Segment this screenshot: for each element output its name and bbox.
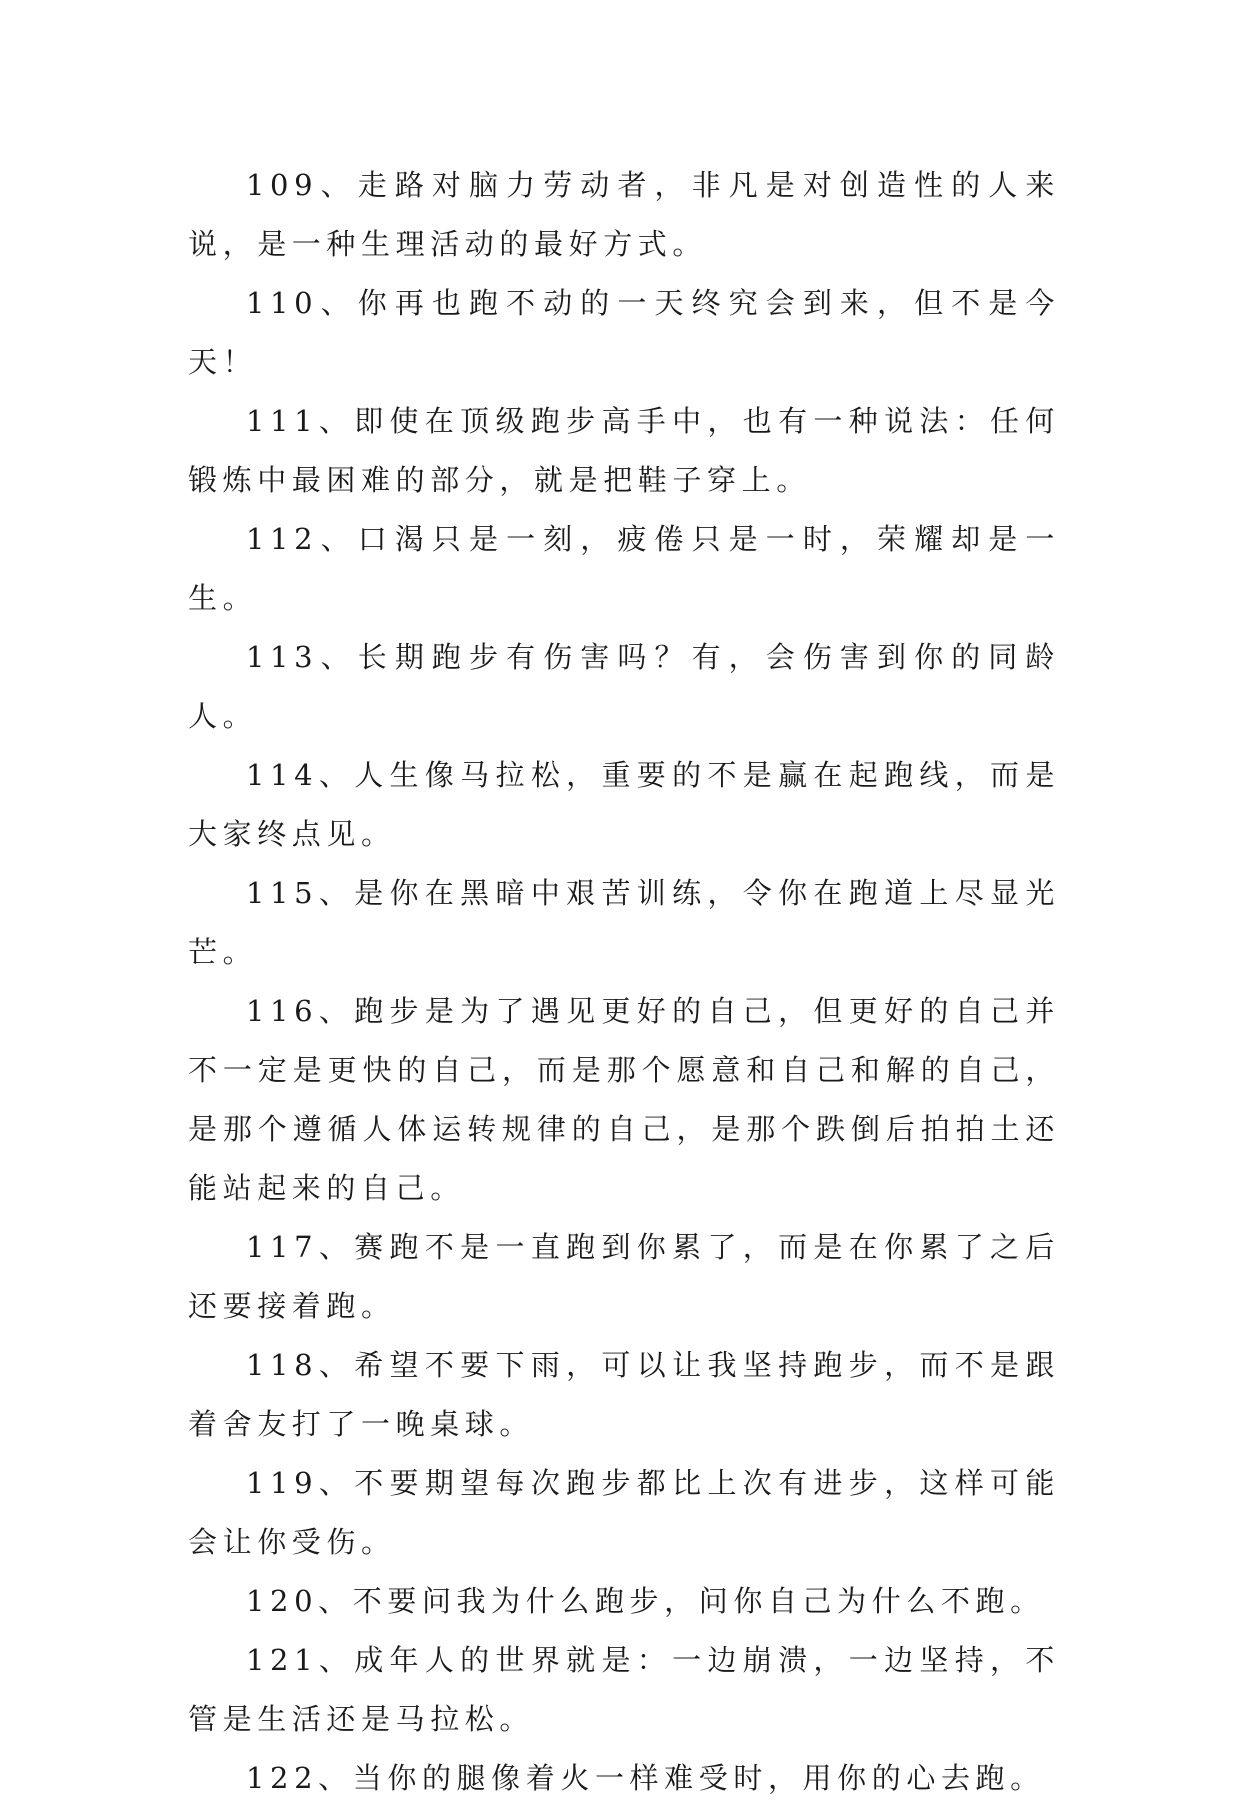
document-body [188,156,1060,1808]
paragraph-118: 118、希望不要下雨，可以让我坚持跑步，而不是跟着舍友打了一晚桌球。 [188,1348,1060,1441]
paragraph-113: 113、长期跑步有伤害吗？有，会伤害到你的同龄人。 [188,640,1060,733]
paragraph-112: 112、口渴只是一刻，疲倦只是一时，荣耀却是一生。 [188,522,1060,615]
paragraph-121: 121、成年人的世界就是：一边崩溃，一边坚持，不管是生活还是马拉松。 [188,1643,1060,1736]
paragraph-120: 120、不要问我为什么跑步，问你自己为什么不跑。 [246,1584,1045,1618]
paragraph-116: 116、跑步是为了遇见更好的自己，但更好的自己并不一定是更快的自己，而是那个愿意和自己和解的自己，是那个遵循人体运转规律的自己，是那个跌倒后拍拍土还能站起来的自己。 [188,994,1060,1205]
paragraph-119: 119、不要期望每次跑步都比上次有进步，这样可能会让你受伤。 [188,1466,1060,1559]
paragraph-111: 111、即使在顶级跑步高手中，也有一种说法：任何锻炼中最困难的部分，就是把鞋子穿上。 [188,404,1060,497]
paragraph-110: 110、你再也跑不动的一天终究会到来，但不是今天！ [188,286,1060,379]
paragraph-117: 117、赛跑不是一直跑到你累了，而是在你累了之后还要接着跑。 [188,1230,1060,1323]
paragraph-122: 122、当你的腿像着火一样难受时，用你的心去跑。 [246,1761,1045,1795]
paragraph-109: 109、走路对脑力劳动者，非凡是对创造性的人来说，是一种生理活动的最好方式。 [188,168,1060,261]
paragraph-115: 115、是你在黑暗中艰苦训练，令你在跑道上尽显光芒。 [188,876,1060,969]
paragraph-114: 114、人生像马拉松，重要的不是赢在起跑线，而是大家终点见。 [188,758,1060,851]
